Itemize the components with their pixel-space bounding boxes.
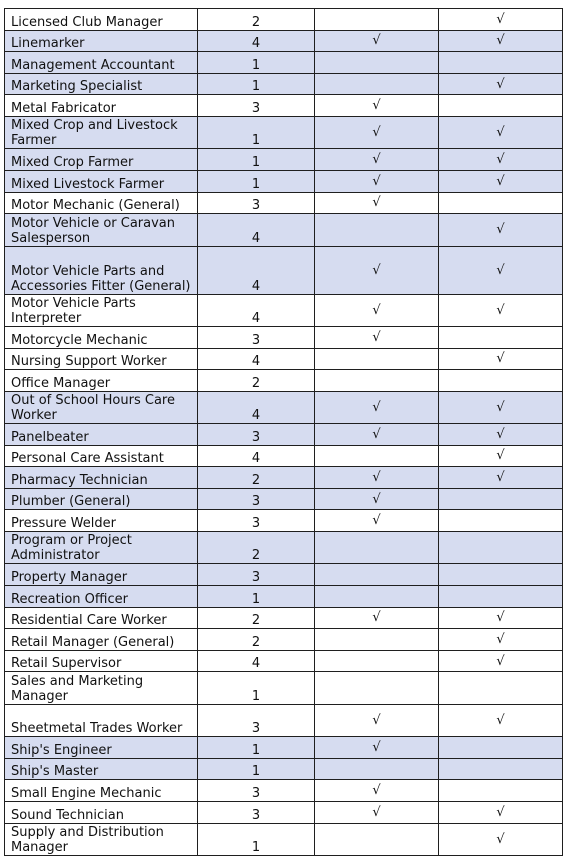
occupation-name: Motorcycle Mechanic xyxy=(11,332,148,348)
check-column-b-cell xyxy=(439,467,563,489)
level-cell xyxy=(198,9,315,31)
level-value: 1 xyxy=(251,133,261,149)
level-cell xyxy=(198,672,315,704)
check-mark: √ xyxy=(496,399,505,415)
occupation-name-cell xyxy=(5,704,198,736)
table-row xyxy=(5,467,563,489)
occupation-name-cell xyxy=(5,214,198,246)
level-value: 3 xyxy=(251,198,261,214)
level-value: 4 xyxy=(251,354,261,370)
check-column-b-cell xyxy=(439,532,563,564)
table-row xyxy=(5,424,563,446)
occupation-name-cell xyxy=(5,192,198,214)
check-column-a-cell xyxy=(315,801,439,823)
occupation-name: Retail Supervisor xyxy=(11,656,122,672)
table-row xyxy=(5,116,563,148)
check-column-b-cell xyxy=(439,30,563,52)
level-cell xyxy=(198,488,315,510)
check-mark: √ xyxy=(496,632,505,648)
occupation-name-cell xyxy=(5,672,198,704)
check-mark: √ xyxy=(496,426,505,442)
level-cell xyxy=(198,586,315,608)
level-value: 4 xyxy=(251,408,261,424)
check-column-b-cell xyxy=(439,391,563,423)
check-column-b-cell xyxy=(439,424,563,446)
check-column-b-cell xyxy=(439,758,563,780)
level-cell xyxy=(198,823,315,855)
check-column-b-cell xyxy=(439,801,563,823)
table-row xyxy=(5,607,563,629)
level-cell xyxy=(198,326,315,348)
level-cell xyxy=(198,30,315,52)
check-column-a-cell xyxy=(315,586,439,608)
occupation-name: Property Manager xyxy=(11,570,128,586)
level-cell xyxy=(198,149,315,171)
occupation-name: Mixed Crop and Livestock Farmer xyxy=(11,118,178,149)
check-column-b-cell xyxy=(439,9,563,31)
level-cell xyxy=(198,348,315,370)
check-column-b-cell xyxy=(439,445,563,467)
occupation-name: Supply and Distribution Manager xyxy=(11,824,164,855)
occupation-name-cell xyxy=(5,510,198,532)
check-mark: √ xyxy=(496,11,505,27)
level-cell xyxy=(198,246,315,294)
table-row xyxy=(5,149,563,171)
check-mark: √ xyxy=(372,399,381,415)
check-column-b-cell xyxy=(439,672,563,704)
check-mark: √ xyxy=(372,740,381,755)
check-mark: √ xyxy=(372,713,381,728)
occupation-name: Program or Project Administrator xyxy=(11,533,132,564)
check-column-b-cell xyxy=(439,488,563,510)
level-value: 3 xyxy=(251,100,261,116)
check-column-b-cell xyxy=(439,650,563,672)
level-value: 3 xyxy=(251,570,261,586)
occupation-name: Metal Fabricator xyxy=(11,100,116,116)
occupation-name: Out of School Hours Care Worker xyxy=(11,393,175,424)
table-row xyxy=(5,326,563,348)
table-row xyxy=(5,30,563,52)
occupation-name-cell xyxy=(5,348,198,370)
check-mark: √ xyxy=(372,173,381,189)
level-value: 1 xyxy=(251,591,261,607)
table-row xyxy=(5,294,563,326)
occupation-name-cell xyxy=(5,9,198,31)
check-mark: √ xyxy=(496,713,505,728)
check-mark: √ xyxy=(496,262,505,278)
check-column-b-cell xyxy=(439,170,563,192)
occupation-name-cell xyxy=(5,294,198,326)
table-row xyxy=(5,192,563,214)
level-cell xyxy=(198,170,315,192)
occupation-name: Ship's Engineer xyxy=(11,742,112,758)
table-row xyxy=(5,510,563,532)
table-row xyxy=(5,370,563,392)
check-mark: √ xyxy=(372,302,381,318)
check-mark: √ xyxy=(372,33,381,49)
table-row xyxy=(5,823,563,855)
level-value: 4 xyxy=(251,656,261,672)
check-column-b-cell xyxy=(439,510,563,532)
check-column-b-cell xyxy=(439,629,563,651)
table-row xyxy=(5,801,563,823)
occupation-name-cell xyxy=(5,52,198,74)
check-column-a-cell xyxy=(315,737,439,759)
occupation-name: Panelbeater xyxy=(11,429,89,445)
check-column-a-cell xyxy=(315,629,439,651)
occupation-name: Recreation Officer xyxy=(11,591,128,607)
check-column-a-cell xyxy=(315,170,439,192)
check-column-b-cell xyxy=(439,149,563,171)
occupation-name-cell xyxy=(5,564,198,586)
check-mark: √ xyxy=(496,448,505,464)
check-column-a-cell xyxy=(315,424,439,446)
check-column-a-cell xyxy=(315,823,439,855)
level-value: 1 xyxy=(251,839,261,855)
table-row xyxy=(5,246,563,294)
level-value: 4 xyxy=(251,278,261,294)
check-column-a-cell xyxy=(315,116,439,148)
occupation-table xyxy=(4,8,563,856)
occupation-name-cell xyxy=(5,586,198,608)
check-mark: √ xyxy=(372,426,381,442)
table-row xyxy=(5,586,563,608)
check-column-b-cell xyxy=(439,586,563,608)
occupation-name-cell xyxy=(5,780,198,802)
check-mark: √ xyxy=(372,195,381,211)
occupation-name: Plumber (General) xyxy=(11,494,131,510)
check-column-b-cell xyxy=(439,116,563,148)
check-column-b-cell xyxy=(439,348,563,370)
level-cell xyxy=(198,650,315,672)
check-mark: √ xyxy=(372,491,381,507)
level-value: 1 xyxy=(251,79,261,95)
table-row xyxy=(5,564,563,586)
level-cell xyxy=(198,780,315,802)
occupation-name: Retail Manager (General) xyxy=(11,634,175,650)
check-column-a-cell xyxy=(315,246,439,294)
level-value: 1 xyxy=(251,742,261,758)
check-column-b-cell xyxy=(439,294,563,326)
occupation-name-cell xyxy=(5,758,198,780)
level-value: 1 xyxy=(251,688,261,704)
check-mark: √ xyxy=(496,33,505,49)
check-mark: √ xyxy=(496,470,505,486)
level-cell xyxy=(198,629,315,651)
check-column-b-cell xyxy=(439,564,563,586)
check-column-a-cell xyxy=(315,294,439,326)
check-mark: √ xyxy=(496,173,505,189)
occupation-name: Marketing Specialist xyxy=(11,79,143,95)
table-row xyxy=(5,488,563,510)
level-value: 1 xyxy=(251,176,261,192)
check-column-b-cell xyxy=(439,704,563,736)
check-column-b-cell xyxy=(439,823,563,855)
table-row xyxy=(5,445,563,467)
level-cell xyxy=(198,801,315,823)
level-cell xyxy=(198,607,315,629)
occupation-name: Small Engine Mechanic xyxy=(11,785,162,801)
check-column-b-cell xyxy=(439,246,563,294)
check-column-a-cell xyxy=(315,672,439,704)
check-column-b-cell xyxy=(439,780,563,802)
table-row xyxy=(5,170,563,192)
check-column-a-cell xyxy=(315,9,439,31)
check-mark: √ xyxy=(372,125,381,141)
level-value: 3 xyxy=(251,516,261,532)
check-mark: √ xyxy=(496,76,505,92)
check-mark: √ xyxy=(372,470,381,486)
check-column-a-cell xyxy=(315,214,439,246)
check-column-a-cell xyxy=(315,510,439,532)
occupation-name: Motor Vehicle or Caravan Salesperson xyxy=(11,215,176,246)
level-cell xyxy=(198,52,315,74)
occupation-name: Mixed Livestock Farmer xyxy=(11,176,165,192)
level-cell xyxy=(198,510,315,532)
occupation-name: Mixed Crop Farmer xyxy=(11,154,134,170)
check-column-a-cell xyxy=(315,564,439,586)
level-value: 4 xyxy=(251,451,261,467)
check-mark: √ xyxy=(496,804,505,820)
table-row xyxy=(5,650,563,672)
occupation-name-cell xyxy=(5,370,198,392)
level-cell xyxy=(198,73,315,95)
check-mark: √ xyxy=(496,351,505,367)
check-column-a-cell xyxy=(315,95,439,117)
check-column-b-cell xyxy=(439,370,563,392)
level-value: 2 xyxy=(251,375,261,391)
table-row xyxy=(5,758,563,780)
level-value: 2 xyxy=(251,634,261,650)
occupation-name-cell xyxy=(5,650,198,672)
table-row xyxy=(5,73,563,95)
check-column-b-cell xyxy=(439,214,563,246)
level-value: 2 xyxy=(251,14,261,30)
level-cell xyxy=(198,391,315,423)
occupation-name: Sales and Marketing Manager xyxy=(11,673,144,704)
table-row xyxy=(5,737,563,759)
check-mark: √ xyxy=(496,222,505,238)
occupation-name-cell xyxy=(5,467,198,489)
level-cell xyxy=(198,116,315,148)
level-value: 1 xyxy=(251,57,261,73)
check-column-a-cell xyxy=(315,704,439,736)
check-mark: √ xyxy=(372,98,381,114)
table-row xyxy=(5,348,563,370)
occupation-name-cell xyxy=(5,326,198,348)
level-value: 2 xyxy=(251,472,261,488)
check-column-a-cell xyxy=(315,650,439,672)
occupation-name: Pharmacy Technician xyxy=(11,472,148,488)
level-value: 3 xyxy=(251,807,261,823)
level-cell xyxy=(198,467,315,489)
check-column-a-cell xyxy=(315,192,439,214)
check-column-a-cell xyxy=(315,467,439,489)
level-cell xyxy=(198,704,315,736)
check-mark: √ xyxy=(372,262,381,278)
table-row xyxy=(5,704,563,736)
check-mark: √ xyxy=(496,653,505,669)
level-value: 3 xyxy=(251,332,261,348)
occupation-name: Licensed Club Manager xyxy=(11,14,163,30)
check-column-b-cell xyxy=(439,737,563,759)
occupation-name-cell xyxy=(5,801,198,823)
check-column-a-cell xyxy=(315,391,439,423)
level-value: 1 xyxy=(251,764,261,780)
occupation-name: Motor Mechanic (General) xyxy=(11,198,180,214)
level-value: 4 xyxy=(251,36,261,52)
check-column-a-cell xyxy=(315,758,439,780)
table-row xyxy=(5,672,563,704)
level-cell xyxy=(198,95,315,117)
occupation-name-cell xyxy=(5,532,198,564)
level-cell xyxy=(198,564,315,586)
check-column-a-cell xyxy=(315,30,439,52)
level-cell xyxy=(198,370,315,392)
check-column-a-cell xyxy=(315,326,439,348)
occupation-name: Sound Technician xyxy=(11,807,125,823)
check-column-b-cell xyxy=(439,192,563,214)
occupation-name: Management Accountant xyxy=(11,57,175,73)
check-column-a-cell xyxy=(315,780,439,802)
level-value: 3 xyxy=(251,785,261,801)
occupation-name-cell xyxy=(5,73,198,95)
check-mark: √ xyxy=(496,125,505,141)
level-value: 2 xyxy=(251,613,261,629)
table-row xyxy=(5,214,563,246)
check-mark: √ xyxy=(496,610,505,626)
level-cell xyxy=(198,424,315,446)
occupation-name-cell xyxy=(5,823,198,855)
level-cell xyxy=(198,758,315,780)
check-mark: √ xyxy=(496,302,505,318)
check-column-a-cell xyxy=(315,149,439,171)
occupation-name-cell xyxy=(5,95,198,117)
check-mark: √ xyxy=(372,152,381,168)
level-value: 1 xyxy=(251,154,261,170)
occupation-name-cell xyxy=(5,629,198,651)
level-cell xyxy=(198,445,315,467)
check-mark: √ xyxy=(372,783,381,799)
check-column-b-cell xyxy=(439,95,563,117)
occupation-name-cell xyxy=(5,246,198,294)
occupation-name: Pressure Welder xyxy=(11,516,116,532)
check-column-b-cell xyxy=(439,326,563,348)
occupation-name: Nursing Support Worker xyxy=(11,354,167,370)
occupation-name: Personal Care Assistant xyxy=(11,451,164,467)
occupation-name-cell xyxy=(5,445,198,467)
level-cell xyxy=(198,737,315,759)
level-cell xyxy=(198,532,315,564)
occupation-name: Office Manager xyxy=(11,375,111,391)
occupation-name-cell xyxy=(5,149,198,171)
check-mark: √ xyxy=(372,610,381,626)
check-mark: √ xyxy=(496,152,505,168)
level-value: 3 xyxy=(251,721,261,737)
occupation-name-cell xyxy=(5,737,198,759)
table-row xyxy=(5,9,563,31)
occupation-name-cell xyxy=(5,30,198,52)
check-column-a-cell xyxy=(315,52,439,74)
level-cell xyxy=(198,214,315,246)
occupation-name-cell xyxy=(5,391,198,423)
check-column-a-cell xyxy=(315,445,439,467)
occupation-name: Linemarker xyxy=(11,36,85,52)
level-value: 3 xyxy=(251,429,261,445)
level-value: 3 xyxy=(251,494,261,510)
check-column-a-cell xyxy=(315,348,439,370)
occupation-name-cell xyxy=(5,488,198,510)
check-column-b-cell xyxy=(439,607,563,629)
table-row xyxy=(5,95,563,117)
table-row xyxy=(5,391,563,423)
level-value: 4 xyxy=(251,310,261,326)
check-column-a-cell xyxy=(315,488,439,510)
check-mark: √ xyxy=(372,804,381,820)
occupation-table-body xyxy=(5,9,563,856)
occupation-name: Sheetmetal Trades Worker xyxy=(11,721,183,737)
table-row xyxy=(5,52,563,74)
occupation-table-container xyxy=(4,8,563,856)
occupation-name: Motor Vehicle Parts Interpreter xyxy=(11,295,136,326)
check-column-b-cell xyxy=(439,52,563,74)
check-column-a-cell xyxy=(315,532,439,564)
occupation-name: Ship's Master xyxy=(11,764,99,780)
check-column-a-cell xyxy=(315,370,439,392)
level-cell xyxy=(198,294,315,326)
occupation-name-cell xyxy=(5,170,198,192)
occupation-name: Motor Vehicle Parts and Accessories Fitter (General) xyxy=(11,263,191,294)
occupation-name-cell xyxy=(5,116,198,148)
occupation-name-cell xyxy=(5,607,198,629)
table-row xyxy=(5,629,563,651)
check-column-a-cell xyxy=(315,607,439,629)
check-mark: √ xyxy=(496,831,505,847)
check-mark: √ xyxy=(372,513,381,529)
occupation-name: Residential Care Worker xyxy=(11,613,167,629)
table-row xyxy=(5,532,563,564)
check-mark: √ xyxy=(372,329,381,345)
level-value: 2 xyxy=(251,548,261,564)
check-column-b-cell xyxy=(439,73,563,95)
level-value: 4 xyxy=(251,230,261,246)
check-column-a-cell xyxy=(315,73,439,95)
table-row xyxy=(5,780,563,802)
level-cell xyxy=(198,192,315,214)
occupation-name-cell xyxy=(5,424,198,446)
